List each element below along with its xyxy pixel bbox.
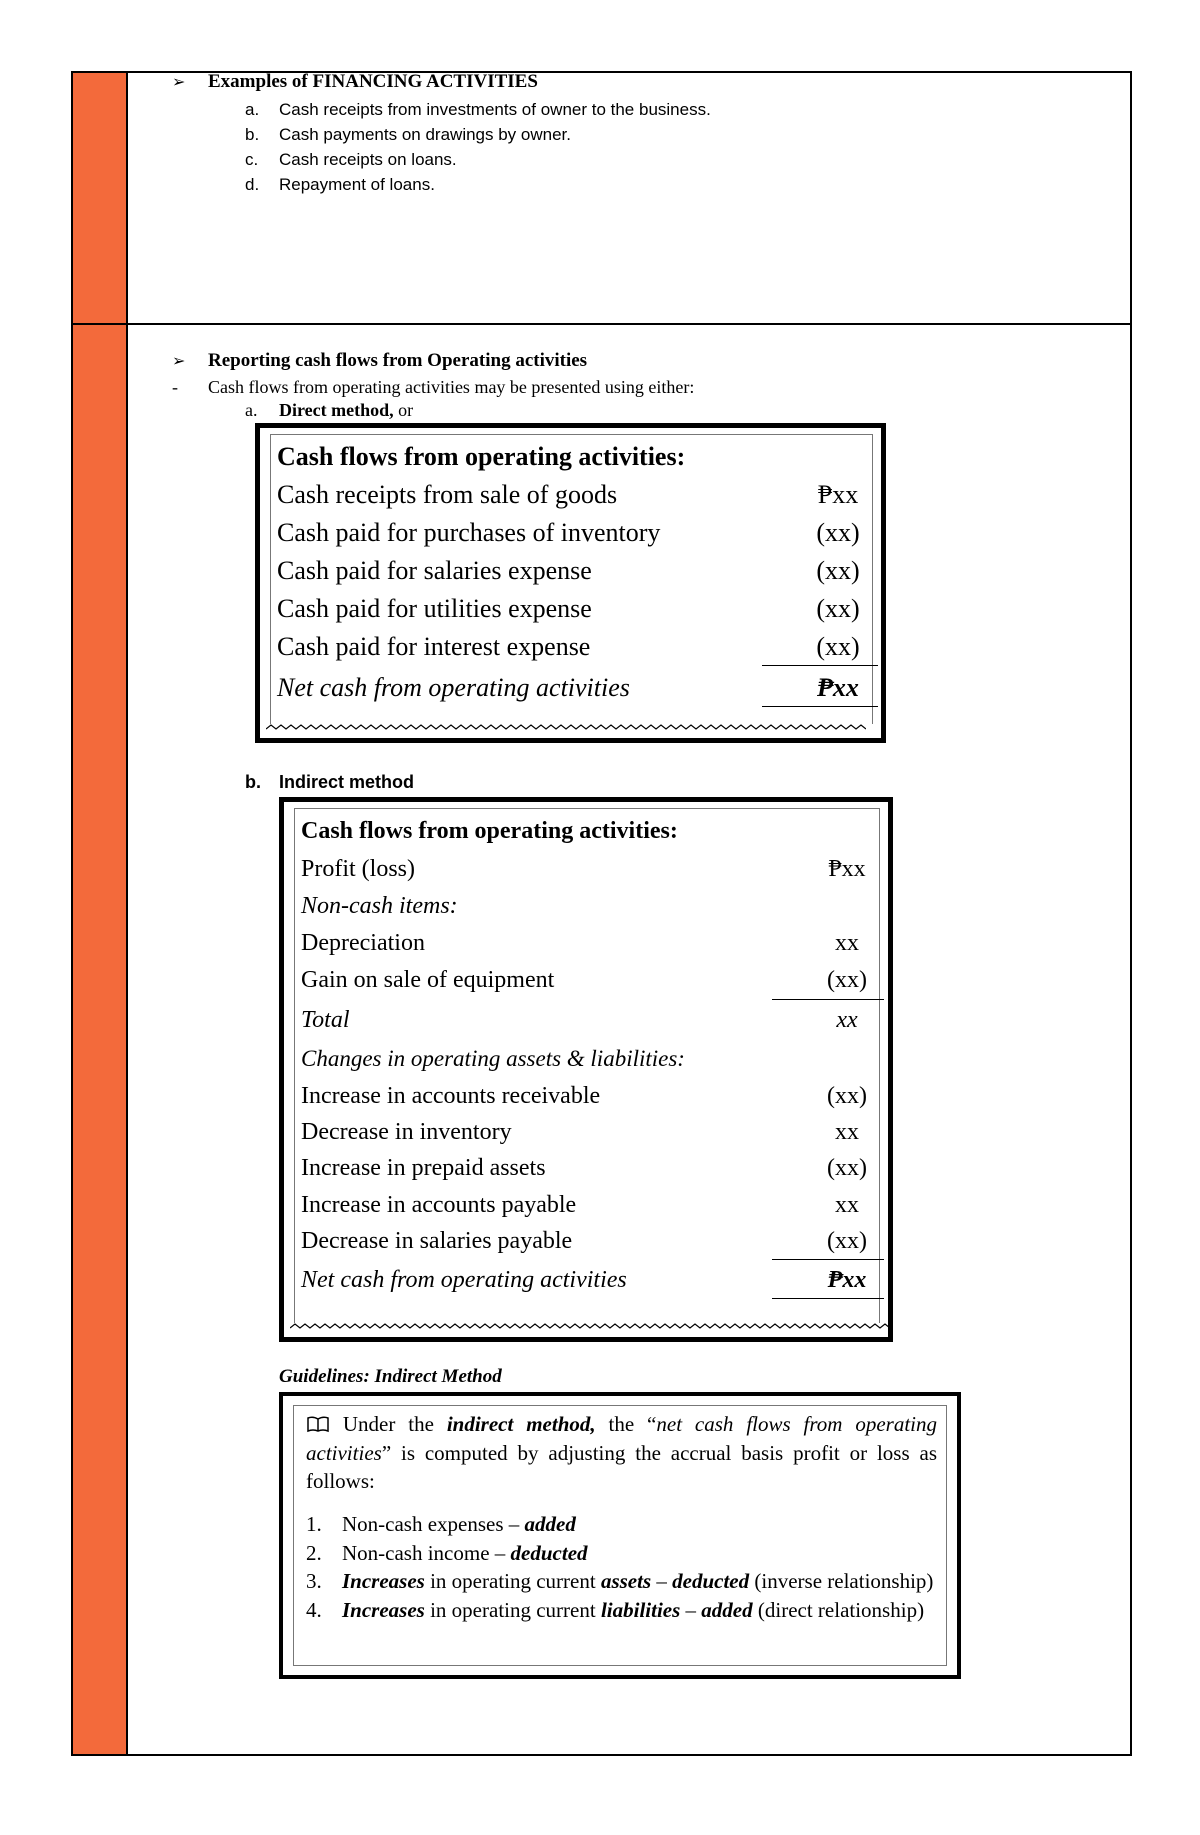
guidelines-heading: Guidelines: Indirect Method — [279, 1366, 502, 1387]
direct-method-statement — [255, 423, 886, 743]
total-rule — [762, 706, 878, 707]
arrow-bullet-icon: ➢ — [172, 72, 186, 91]
direct-method-label: a. Direct method, or — [245, 400, 414, 420]
statement-row: Profit (loss) ₱xx — [301, 856, 866, 882]
list-item: 1. Non-cash expenses – added — [306, 1512, 576, 1536]
reporting-intro: - Cash flows from operating activities may be presented using either: — [172, 377, 695, 397]
list-item: 3. Increases in operating current assets – deducted (inverse relationship) — [306, 1569, 934, 1593]
statement-row: Cash paid for purchases of inventory (xx) — [277, 518, 860, 547]
statement-row: Depreciation xx — [301, 930, 859, 956]
list-item: d. Repayment of loans. — [245, 175, 435, 194]
statement-row: Decrease in salaries payable (xx) — [301, 1228, 867, 1254]
statement-subheading: Non-cash items: — [301, 893, 458, 919]
financing-list — [245, 97, 711, 197]
total-rule — [772, 1298, 884, 1299]
indirect-method-label: b. Indirect method — [245, 772, 415, 792]
statement-total-row: Net cash from operating activities ₱xx — [301, 1267, 867, 1293]
statement-row: Increase in accounts payable xx — [301, 1192, 859, 1218]
statement-row: Cash paid for utilities expense (xx) — [277, 594, 860, 623]
list-item: 4. Increases in operating current liabilities – added (direct relationship) — [306, 1597, 925, 1622]
indirect-method-statement — [279, 797, 893, 1342]
guidelines-paragraph: Under the indirect method, the “net cash flows from operating activities” is computed by adjusting the accrual basis profit or loss as follows: — [306, 1412, 937, 1493]
subtotal-rule — [772, 1259, 884, 1260]
financing-heading: ➢ Examples of FINANCING ACTIVITIES — [172, 71, 538, 92]
list-item: b. Cash payments on drawings by owner. — [245, 125, 571, 144]
guidelines-box — [279, 1392, 961, 1679]
statement-row: Gain on sale of equipment (xx) — [301, 967, 867, 993]
statement-row: Total xx — [301, 1007, 858, 1033]
statement-row: Cash paid for salaries expense (xx) — [277, 556, 860, 585]
statement-title: Cash flows from operating activities: — [277, 442, 686, 471]
statement-row: Cash receipts from sale of goods ₱xx — [277, 480, 859, 509]
statement-row: Increase in accounts receivable (xx) — [301, 1083, 867, 1109]
statement-row: Cash paid for interest expense (xx) — [277, 632, 860, 661]
reporting-heading: ➢ Reporting cash flows from Operating activities — [172, 350, 588, 371]
list-item: 2. Non-cash income – deducted — [306, 1540, 588, 1565]
row-divider — [73, 323, 1130, 325]
wavy-border — [266, 722, 866, 736]
arrow-bullet-icon: ➢ — [172, 351, 186, 370]
wavy-border — [290, 1321, 890, 1335]
statement-row: Increase in prepaid assets (xx) — [301, 1155, 867, 1181]
book-icon — [306, 1415, 330, 1433]
statement-title: Cash flows from operating activities: — [301, 818, 678, 844]
statement-total-row: Net cash from operating activities ₱xx — [277, 673, 859, 702]
list-item: a. Cash receipts from investments of owner to the business. — [245, 100, 711, 119]
accent-column — [73, 73, 128, 1754]
subtotal-rule — [762, 665, 878, 666]
statement-row: Decrease in inventory xx — [301, 1119, 859, 1145]
list-item: c. Cash receipts on loans. — [245, 150, 457, 169]
guidelines-list — [306, 1510, 937, 1624]
subtotal-rule — [772, 999, 884, 1000]
statement-subheading: Changes in operating assets & liabilities: — [301, 1046, 685, 1071]
